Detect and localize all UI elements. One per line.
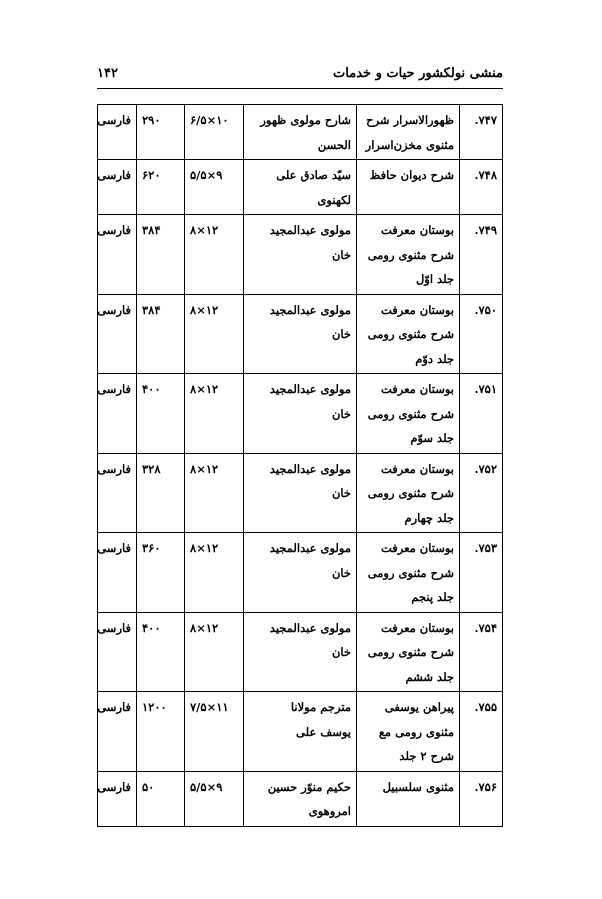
book-size-cell: ۱۲×۸ — [185, 533, 244, 613]
author-cell — [244, 692, 357, 772]
author-cell — [244, 160, 357, 215]
book-size-cell: ۱۲×۸ — [185, 453, 244, 533]
header-rule — [97, 88, 503, 89]
book-title-cell — [357, 533, 460, 613]
author-line: یوسف علی — [296, 724, 351, 739]
page-number: ۱۴۲ — [97, 66, 118, 81]
language-cell: فارسی — [98, 160, 137, 215]
language-cell: فارسی — [98, 692, 137, 772]
author-cell — [244, 771, 357, 826]
author-line: الحسن — [317, 137, 351, 152]
book-title-line: بوستان معرفت — [380, 541, 454, 555]
page-count-cell: ۲۹۰ — [137, 105, 185, 160]
table-row — [98, 533, 503, 613]
book-title-cell — [357, 294, 460, 374]
table-row — [98, 160, 503, 215]
page-count-cell: ۴۰۰ — [137, 374, 185, 454]
page-count-cell: ۵۰ — [137, 771, 185, 826]
page-count-cell: ۱۲۰۰ — [137, 692, 185, 772]
language-cell: فارسی — [98, 215, 137, 295]
entry-number-cell: ۷۵۱. — [460, 374, 503, 454]
book-title-cell — [357, 612, 460, 692]
author-cell — [244, 453, 357, 533]
entry-number-cell: ۷۴۸. — [460, 160, 503, 215]
entry-number-cell: ۷۵۲. — [460, 453, 503, 533]
page-count-cell: ۴۰۰ — [137, 612, 185, 692]
book-title-line: جلد دوّم — [415, 351, 454, 366]
book-title-line: شرح مثنوی رومی — [367, 247, 454, 262]
page-header — [97, 64, 503, 88]
book-title-cell — [357, 453, 460, 533]
book-title-cell — [357, 771, 460, 826]
book-title-line: جلد سوّم — [410, 431, 454, 445]
author-line: مولوی عبدالمجید — [269, 382, 351, 396]
author-cell — [244, 294, 357, 374]
book-title-line: مثنوی رومی مع — [378, 724, 454, 739]
book-title-line: جلد چهارم — [404, 510, 454, 525]
entry-number-cell: ۷۵۶. — [460, 771, 503, 826]
author-line: خان — [331, 645, 351, 659]
language-cell: فارسی — [98, 374, 137, 454]
book-title-line: بوستان معرفت — [380, 620, 454, 635]
book-size-cell: ۹×۵/۵ — [185, 771, 244, 826]
entry-number-cell: ۷۴۹. — [460, 215, 503, 295]
book-title-line: شرح مثنوی رومی — [367, 327, 454, 341]
author-line: خان — [331, 327, 351, 341]
entry-number-cell: ۷۵۴. — [460, 612, 503, 692]
table-row — [98, 771, 503, 826]
author-line: مولوی عبدالمجید — [269, 223, 351, 237]
book-title-cell — [357, 374, 460, 454]
author-line: خان — [331, 486, 351, 500]
book-title-cell — [357, 105, 460, 160]
page-count-cell: ۳۶۰ — [137, 533, 185, 613]
language-cell: فارسی — [98, 612, 137, 692]
book-title-line: جلد ششم — [405, 669, 454, 684]
book-title-line: شرح ۲ جلد — [399, 749, 454, 763]
table-row — [98, 692, 503, 772]
author-cell — [244, 533, 357, 613]
book-title-line: شرح مثنوی رومی — [367, 565, 454, 580]
page-count-cell: ۳۸۴ — [137, 215, 185, 295]
book-title-line: شرح مثنوی رومی — [367, 486, 454, 500]
book-size-cell: ۹×۵/۵ — [185, 160, 244, 215]
table-row — [98, 215, 503, 295]
book-size-cell: ۱۱×۷/۵ — [185, 692, 244, 772]
author-line: لکهنوی — [317, 192, 351, 207]
author-line: خان — [331, 565, 351, 580]
author-cell — [244, 215, 357, 295]
table-row — [98, 374, 503, 454]
language-cell: فارسی — [98, 533, 137, 613]
book-size-cell: ۱۲×۸ — [185, 612, 244, 692]
book-title-line: بوستان معرفت — [380, 382, 454, 396]
catalog-table — [97, 104, 503, 827]
running-title: منشی نولکشور حیات و خدمات — [333, 66, 503, 81]
book-title-line: جلد اوّل — [415, 272, 454, 286]
book-title-line: مثنوی مخزن‌اسرار — [365, 137, 454, 152]
language-cell: فارسی — [98, 105, 137, 160]
book-title-line: شرح مثنوی رومی — [367, 645, 454, 659]
book-title-line: شرح دیوان حافظ — [369, 168, 454, 182]
language-cell: فارسی — [98, 771, 137, 826]
book-title-cell — [357, 215, 460, 295]
author-line: مولوی عبدالمجید — [269, 302, 351, 317]
author-line: مولوی عبدالمجید — [269, 461, 351, 476]
book-title-line: بوستان معرفت — [380, 302, 454, 317]
author-cell — [244, 374, 357, 454]
language-cell: فارسی — [98, 453, 137, 533]
entry-number-cell: ۷۵۵. — [460, 692, 503, 772]
entry-number-cell: ۷۵۰. — [460, 294, 503, 374]
author-line: مولوی عبدالمجید — [269, 541, 351, 555]
book-title-line: شرح مثنوی رومی — [367, 406, 454, 421]
entry-number-cell: ۷۴۷. — [460, 105, 503, 160]
book-size-cell: ۱۲×۸ — [185, 294, 244, 374]
author-line: مترجم مولانا — [290, 700, 351, 714]
book-title-line: بوستان معرفت — [380, 461, 454, 476]
book-size-cell: ۱۰×۶/۵ — [185, 105, 244, 160]
table-row — [98, 105, 503, 160]
author-cell — [244, 105, 357, 160]
book-title-line: جلد پنجم — [411, 590, 454, 604]
page-count-cell: ۳۲۸ — [137, 453, 185, 533]
book-title-cell — [357, 692, 460, 772]
author-line: خان — [331, 406, 351, 421]
author-cell — [244, 612, 357, 692]
book-size-cell: ۱۲×۸ — [185, 215, 244, 295]
table-row — [98, 294, 503, 374]
author-line: امروهوی — [308, 804, 351, 818]
book-title-line: مثنوی سلسبیل — [382, 779, 454, 794]
book-size-cell: ۱۲×۸ — [185, 374, 244, 454]
author-line: سیّد صادق علی — [276, 168, 351, 182]
book-title-line: بوستان معرفت — [380, 223, 454, 237]
language-cell: فارسی — [98, 294, 137, 374]
catalog-table-body — [98, 105, 503, 827]
page-count-cell: ۳۸۴ — [137, 294, 185, 374]
book-title-cell — [357, 160, 460, 215]
author-line: حکیم منوّر حسین — [267, 779, 351, 794]
author-line: خان — [331, 247, 351, 262]
author-line: شارح مولوی ظهور — [260, 113, 351, 127]
book-title-line: ظهورالاسرار شرح — [366, 113, 454, 127]
table-row — [98, 612, 503, 692]
page-count-cell: ۶۲۰ — [137, 160, 185, 215]
book-title-line: پیراهن یوسفی — [384, 700, 454, 714]
table-row — [98, 453, 503, 533]
author-line: مولوی عبدالمجید — [269, 620, 351, 635]
entry-number-cell: ۷۵۳. — [460, 533, 503, 613]
